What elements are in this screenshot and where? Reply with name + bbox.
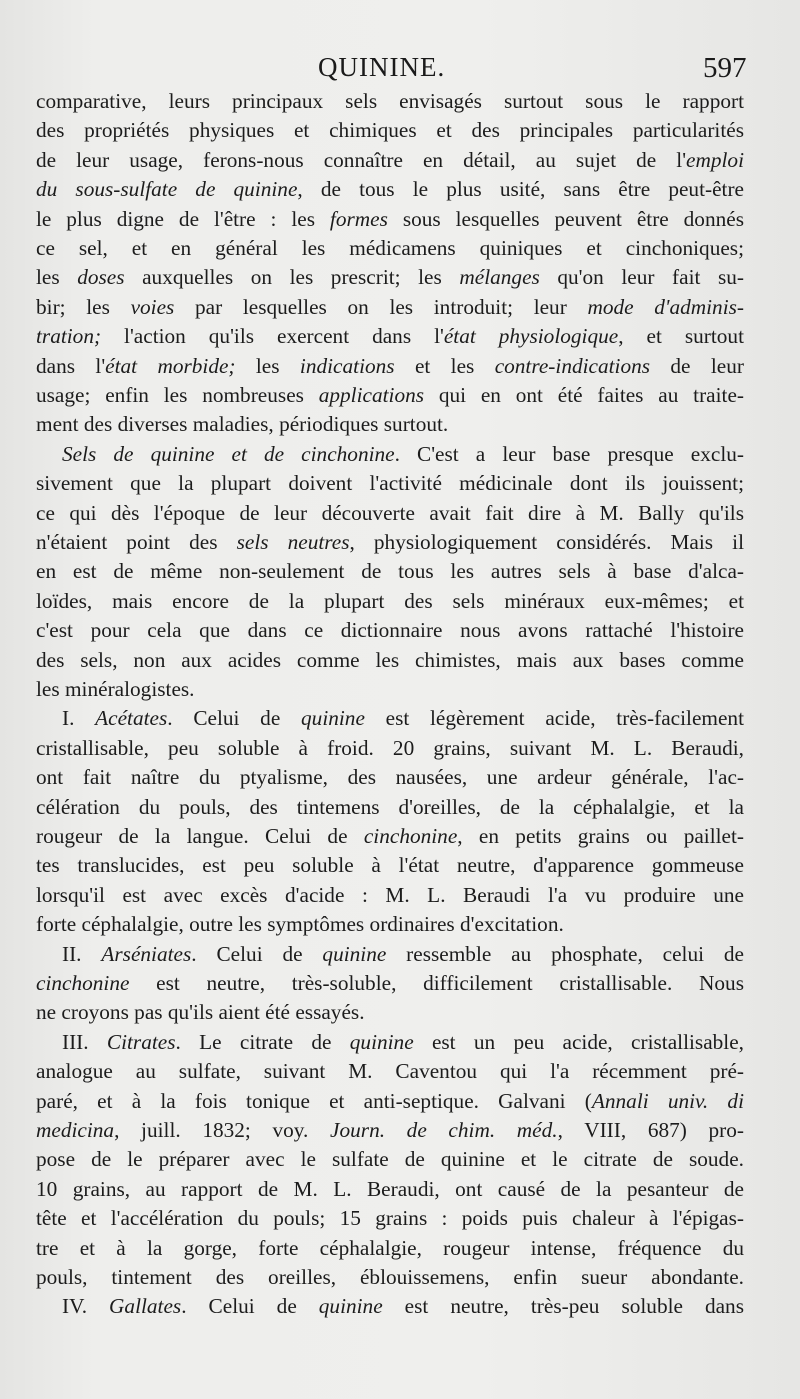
text-line — [36, 733, 744, 763]
text-segment: , physiologiquement considérés. Mais il — [349, 530, 744, 554]
text-segment: III. — [62, 1029, 107, 1054]
italic-text: Citrates — [106, 1029, 176, 1054]
text-segment: ce qui dès l'époque de leur découverte avait fait dire à M. Bally qu'ils — [36, 500, 744, 525]
text-segment: sivement que la plupart doivent l'activité médicinale dont ils jouissent; — [36, 471, 744, 496]
italic-text: Annali univ. di — [591, 1088, 744, 1113]
text-segment: est neutre, très-soluble, difficilement cristallisable. Nous — [129, 971, 744, 995]
italic-text: Sels de quinine et de cinchonine — [62, 441, 395, 466]
text-line — [36, 762, 744, 792]
text-segment: sous lesquelles peuvent être donnés — [387, 206, 744, 231]
text-segment: loïdes, mais encore de la plupart des sels minéraux eux-mêmes; et — [36, 588, 744, 613]
text-line — [62, 439, 744, 469]
text-segment: l'action qu'ils exercent dans l' — [101, 324, 444, 349]
text-line — [36, 468, 744, 498]
text-line — [36, 1056, 744, 1086]
text-line — [36, 145, 744, 175]
text-segment: IV. — [62, 1294, 110, 1319]
text-segment: 10 grains, au rapport de M. L. Beraudi, ont causé de la pesanteur de — [36, 1176, 744, 1201]
text-segment: , de tous le plus usité, sans être peut-être — [297, 177, 744, 202]
text-segment: c'est pour cela que dans ce dictionnaire nous avons rattaché l'histoire — [36, 618, 744, 643]
text-segment: est un peu acide, cristallisable, — [413, 1029, 744, 1054]
text-segment: analogue au sulfate, suivant M. Caventou qui l'a récemment pré- — [36, 1059, 744, 1084]
italic-text: voies — [130, 294, 175, 319]
text-segment: auxquelles on les prescrit; les — [124, 265, 460, 290]
text-line — [36, 1144, 744, 1174]
text-segment: , VIII, 687) pro- — [557, 1118, 744, 1142]
text-segment: pose de le préparer avec le sulfate de quinine et le citrate de soude. — [36, 1147, 744, 1172]
text-line — [36, 321, 744, 351]
text-segment: . Celui de — [191, 941, 323, 966]
text-segment: rougeur de la langue. Celui de — [36, 824, 364, 848]
text-segment: forte céphalalgie, outre les symptômes ordinaires d'excitation. — [36, 912, 564, 937]
text-segment: ne croyons pas qu'ils aient été essayés. — [36, 1000, 365, 1025]
text-segment: , juill. 1832; voy. — [114, 1118, 331, 1142]
text-segment: , en petits grains ou paillet- — [457, 824, 745, 848]
italic-text: état physiologique — [443, 324, 619, 349]
text-line — [36, 174, 744, 204]
text-line — [62, 1027, 744, 1057]
text-line — [36, 821, 744, 851]
text-segment: les — [36, 265, 78, 290]
text-line — [36, 674, 744, 704]
italic-text: du sous-sulfate de quinine — [36, 177, 298, 202]
text-segment: célération du pouls, des tintemens d'oreilles, de la céphalalgie, et la — [36, 794, 744, 819]
text-segment: . C'est a leur base presque exclu- — [394, 441, 744, 466]
italic-text: quinine — [322, 941, 387, 966]
text-segment: par lesquelles on les introduit; leur — [174, 294, 588, 319]
text-segment: est légèrement acide, très-facilement — [364, 706, 744, 731]
italic-text: état morbide; — [105, 353, 236, 378]
text-line — [36, 850, 744, 880]
text-segment: est neutre, très-peu soluble dans — [382, 1294, 744, 1319]
text-line — [36, 1086, 744, 1116]
text-line — [36, 1262, 744, 1292]
text-line — [36, 968, 744, 998]
text-line — [36, 262, 744, 292]
text-segment: dans l' — [36, 353, 106, 378]
text-segment: n'étaient point des — [36, 530, 237, 554]
text-line — [36, 233, 744, 263]
text-segment: pouls, tintement des oreilles, éblouissemens, enfin sueur abondante. — [36, 1265, 744, 1289]
text-line — [36, 380, 744, 410]
text-segment: comparative, leurs principaux sels envisagés surtout sous le rapport — [36, 89, 744, 113]
italic-text: Gallates — [109, 1294, 182, 1319]
text-segment: . Celui de — [167, 706, 302, 731]
text-line — [36, 586, 744, 616]
text-segment: ment des diverses maladies, périodiques surtout. — [36, 412, 449, 437]
text-line — [36, 351, 744, 381]
text-line — [62, 1291, 744, 1321]
italic-text: cinchonine — [363, 824, 458, 848]
text-segment: qui en ont été faites au traite- — [424, 383, 744, 407]
italic-text: cinchonine — [36, 971, 130, 995]
text-line — [36, 1115, 744, 1145]
text-segment: les — [235, 353, 300, 378]
text-line — [36, 1174, 744, 1204]
italic-text: tration; — [36, 324, 102, 349]
text-segment: . Le citrate de — [175, 1029, 350, 1054]
italic-text: quinine — [301, 706, 365, 731]
text-segment: les minéralogistes. — [36, 677, 195, 701]
text-segment: I. — [62, 706, 96, 731]
italic-text: doses — [77, 265, 125, 290]
text-segment: paré, et à la fois tonique et anti-septique. Galvani ( — [36, 1088, 592, 1113]
italic-text: mélanges — [459, 265, 540, 290]
text-line — [36, 792, 744, 822]
text-line — [36, 880, 744, 910]
text-line — [36, 527, 744, 557]
text-line — [36, 86, 744, 116]
running-title: QUININE. — [318, 52, 446, 82]
italic-text: contre-indications — [494, 353, 651, 378]
text-line — [36, 909, 744, 939]
italic-text: medicina — [36, 1118, 115, 1142]
italic-text: quinine — [349, 1029, 414, 1054]
text-line — [36, 1233, 744, 1263]
italic-text: quinine — [318, 1294, 383, 1319]
text-segment: des sels, non aux acides comme les chimistes, mais aux bases comme — [36, 647, 744, 672]
text-segment: usage; enfin les nombreuses — [36, 383, 319, 407]
text-segment: cristallisable, peu soluble à froid. 20 grains, suivant M. L. Beraudi, — [36, 735, 744, 760]
text-segment: bir; les — [36, 294, 131, 319]
text-segment: le plus digne de l'être : les — [36, 206, 330, 231]
text-line — [36, 204, 744, 234]
text-line — [36, 1203, 744, 1233]
text-line — [36, 498, 744, 528]
italic-text: Arséniates — [101, 941, 192, 966]
text-segment: de leur — [650, 353, 744, 378]
italic-text: sels neutres — [236, 530, 350, 554]
text-line — [36, 645, 744, 675]
text-segment: ont fait naître du ptyalisme, des nausées, une ardeur générale, l'ac- — [36, 765, 744, 790]
text-segment: , et surtout — [618, 324, 744, 349]
text-line — [36, 997, 744, 1027]
italic-text: applications — [318, 383, 425, 407]
text-segment: en est de même non-seulement de tous les autres sels à base d'alca- — [36, 559, 744, 584]
text-segment: tête et l'accélération du pouls; 15 grains : poids puis chaleur à l'épigas- — [36, 1206, 744, 1231]
text-segment: de leur usage, ferons-nous connaître en détail, au sujet de l' — [36, 147, 687, 172]
text-segment: ressemble au phosphate, celui de — [386, 941, 744, 966]
page-number: 597 — [703, 52, 747, 84]
text-segment: II. — [62, 941, 102, 966]
text-segment: et les — [394, 353, 495, 378]
text-segment: des propriétés physiques et chimiques et des principales particularités — [36, 118, 744, 143]
italic-text: emploi — [686, 147, 744, 172]
text-segment: ce sel, et en général les médicamens quiniques et cinchoniques; — [36, 236, 744, 260]
text-line — [36, 615, 744, 645]
text-segment: . Celui de — [181, 1294, 319, 1319]
text-line — [62, 939, 744, 969]
text-line — [36, 115, 744, 145]
italic-text: formes — [329, 206, 388, 231]
text-line — [36, 409, 744, 439]
text-segment: lorsqu'il est avec excès d'acide : M. L. Beraudi l'a vu produire une — [36, 882, 744, 907]
italic-text: Journ. de chim. méd. — [330, 1118, 558, 1142]
italic-text: indications — [299, 353, 395, 378]
italic-text: Acétates — [95, 706, 168, 731]
text-segment: tre et à la gorge, forte céphalalgie, rougeur intense, fréquence du — [36, 1235, 744, 1260]
text-segment: tes translucides, est peu soluble à l'état neutre, d'apparence gommeuse — [36, 853, 744, 878]
text-line — [36, 556, 744, 586]
italic-text: mode d'adminis- — [587, 294, 745, 319]
text-line — [36, 292, 744, 322]
text-segment: qu'on leur fait su- — [539, 265, 744, 290]
text-line — [62, 703, 744, 733]
